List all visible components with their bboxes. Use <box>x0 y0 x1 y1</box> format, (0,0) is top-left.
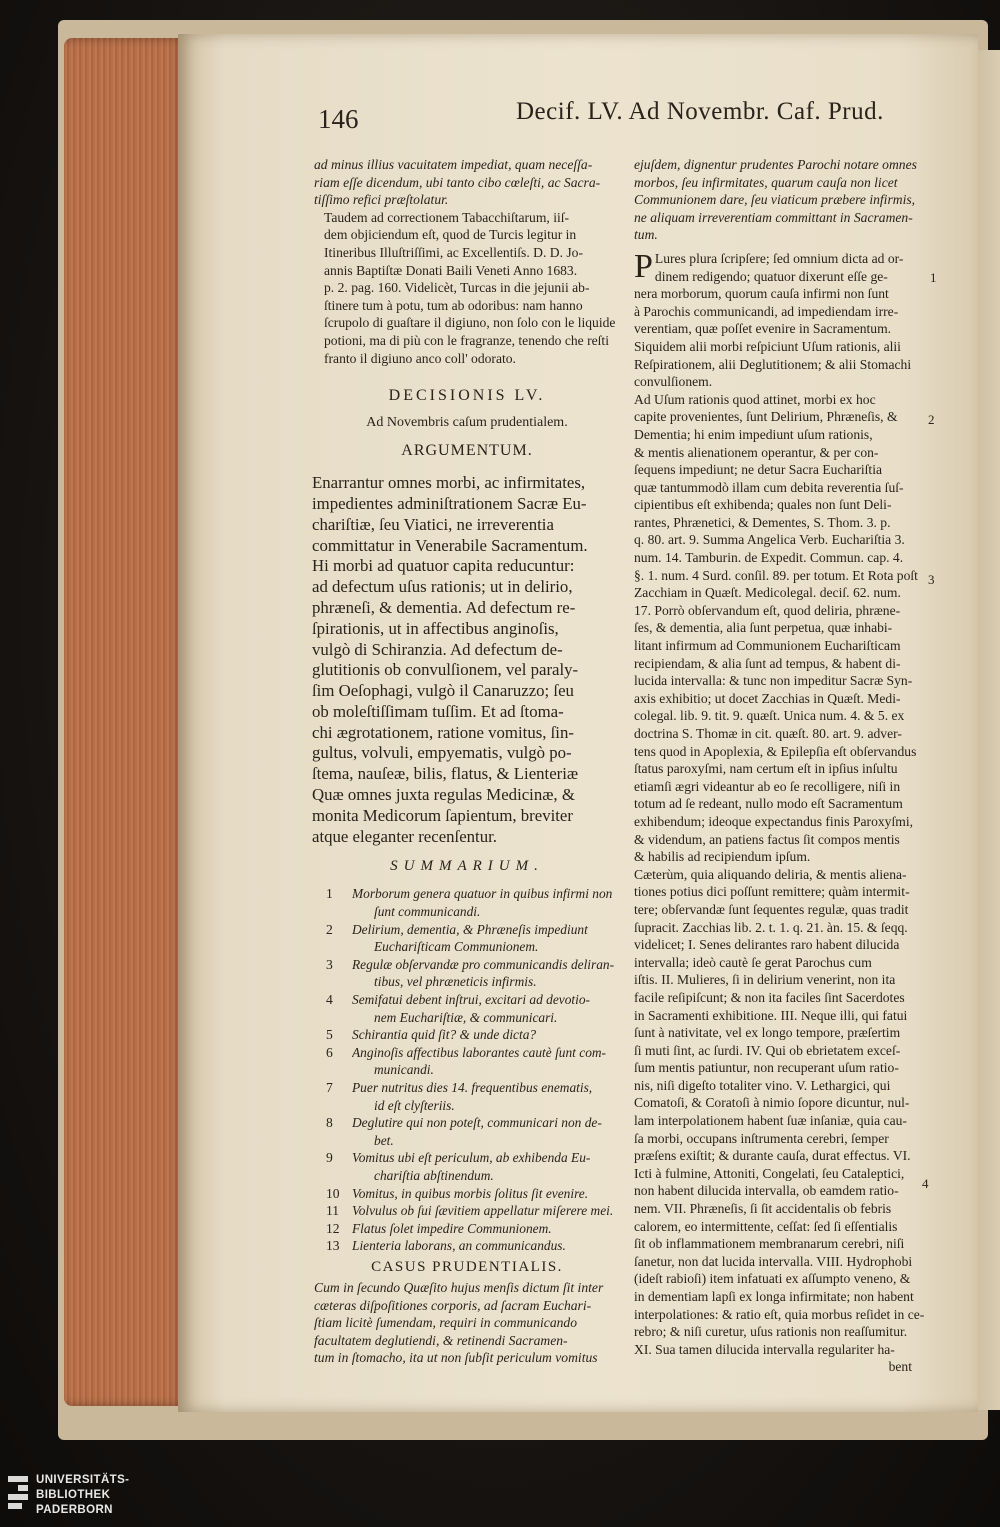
text-line: nem. VII. Phræneſis, ſi ſit accidentalis ob febris <box>634 1201 892 1217</box>
text-line: in dementiam lapſi ex longa infirmitate; non habent <box>634 1289 914 1304</box>
text-line: dem objiciendum eſt, quod de Turcis legitur in <box>324 227 577 243</box>
summarium-number: 8 <box>326 1115 333 1131</box>
argumentum-line: ſpirationis, ut in affectibus anginoſis, <box>312 618 559 638</box>
summarium-text <box>352 1079 620 1114</box>
summarium-line: Euchariſticam Communionem. <box>374 939 539 955</box>
summarium-item <box>326 1237 620 1255</box>
text-line: Lures plura ſcripſere; ſed omnium dicta ad or- <box>654 250 904 266</box>
text-line: tiſſimo refici præſtolatur. <box>314 192 449 208</box>
text-line: quæ tantummodò illam cum debita reverentia ſuſ- <box>634 479 904 495</box>
text-line: litant infirmum ad Communionem Euchariſticam <box>634 638 901 654</box>
catchword: bent <box>888 1359 912 1375</box>
summarium-line: Puer nutritus dies 14. frequentibus enematis, <box>352 1080 593 1095</box>
decisio-heading: DECISIONIS LV. <box>388 387 546 405</box>
text-line: q. 80. art. 9. Summa Angelica Verb. Euchariſtia 3. <box>634 532 905 548</box>
text-line: dinem redigendo; quatuor dixerunt eſſe ge- <box>654 268 888 284</box>
text-line: XI. Sua tamen dilucida intervalla regulariter ha- <box>634 1341 895 1357</box>
text-line: & habilis ad recipiendum ipſum. <box>634 849 811 865</box>
text-line: non habent dilucida intervalla, ob eamdem ratio- <box>634 1183 899 1199</box>
text-line: nera morborum, quorum cauſa infirmi non ſunt <box>634 286 889 302</box>
summarium-line: Regulæ obſervandæ pro communicandis deliran- <box>352 956 615 972</box>
text-line: ad minus illius vacuitatem impediat, quam neceſſa- <box>314 157 593 172</box>
text-line: Zacchiam in Quæſt. Medicolegal. deciſ. 62. num. <box>634 585 901 601</box>
logo-line-1: UNIVERSITÄTS- <box>36 1474 130 1486</box>
body-first-paragraph <box>634 250 926 285</box>
summarium-text <box>352 1185 620 1203</box>
summarium-item <box>326 1149 620 1184</box>
page-edges <box>64 38 186 1406</box>
summarium-line: Anginoſis affectibus laborantes cautè ſunt com- <box>352 1044 607 1060</box>
text-line: Cum in ſecundo Quæſito hujus menſis dictum ſit inter <box>314 1279 604 1295</box>
summarium-title: SUMMARIUM. <box>390 858 544 875</box>
text-line: 17. Porrò obſervandum eſt, quod deliria, phræne- <box>634 602 901 618</box>
text-line: tiones potius dici poſſunt remittere; quàm intermit- <box>634 884 910 900</box>
page-number: 146 <box>318 104 359 134</box>
argumentum-line: ſtema, nauſeæ, bilis, flatus, & Lienteriæ <box>312 764 579 784</box>
summarium-line: tibus, vel phræneticis infirmis. <box>374 974 537 990</box>
summarium-line: Lienteria laborans, an communicandus. <box>352 1238 566 1254</box>
text-line: tens quod in Apoplexia, & Epilepſia eſt obſervandus <box>634 743 917 759</box>
text-line: intervalla; ideò cautè ſe gerat Parochus cum <box>634 954 872 970</box>
text-line: Siquidem alii morbi reſpiciunt Uſum rationis, alii <box>634 338 901 354</box>
text-line: Ad Uſum rationis quod attinet, morbi ex hoc <box>634 391 876 407</box>
text-line: Itineribus Illuſtriſſimi, ac Excellentiſs. D. D. Jo- <box>324 244 583 260</box>
summarium-item <box>326 991 620 1026</box>
summarium-text <box>352 1220 620 1238</box>
logo-line-2: BIBLIOTHEK <box>36 1489 111 1501</box>
summarium-item <box>326 1026 620 1044</box>
summarium-item <box>326 1185 620 1203</box>
summarium-line: Vomitus ubi eſt periculum, ab exhibenda Eu- <box>352 1150 591 1166</box>
text-line: ſtinere tum à potu, tum ab odoribus: nam hanno <box>324 297 583 313</box>
summarium-line: id eſt clyſteriis. <box>374 1097 455 1113</box>
text-line: cipientibus eſt exhibenda; quales non ſunt Deli- <box>634 497 892 513</box>
text-line: Cæterùm, quia aliquando deliria, & mentis aliena- <box>634 866 907 882</box>
drop-cap: P <box>634 249 653 285</box>
summarium-line: ſunt communicandi. <box>374 904 481 920</box>
summarium-line: municandi. <box>374 1062 434 1078</box>
text-line: ejuſdem, dignentur prudentes Parochi notare omnes <box>634 157 917 172</box>
summarium-line: chariſtia abſtinendum. <box>374 1167 494 1183</box>
argumentum-line: phræneſi, & dementia. Ad defectum re- <box>312 597 576 617</box>
argumentum-line: Quæ omnes juxta regulas Medicinæ, & <box>312 785 575 805</box>
text-line: ne aliquam irreverentiam committant in Sacramen- <box>634 209 913 225</box>
summarium-number: 7 <box>326 1080 333 1095</box>
margin-number-4: 4 <box>922 1176 929 1191</box>
summarium-line: Delirium, dementia, & Phræneſis impediunt <box>352 921 588 937</box>
argumentum-title: ARGUMENTUM. <box>401 442 533 460</box>
argumentum-line: chi ægrotationem, ratione vomitus, ſin- <box>312 722 574 742</box>
text-line: annis Baptiſtæ Donati Baili Veneti Anno 1683. <box>324 262 578 278</box>
text-line: facile reſipiſcunt; & non ita faciles ſint Sacerdotes <box>634 989 905 1005</box>
text-line: ſum mentis patiuntur, non recuperant uſum ratio- <box>634 1060 899 1076</box>
summarium-text <box>352 1202 620 1220</box>
summarium-text <box>352 991 620 1026</box>
summarium-item <box>326 1220 620 1238</box>
text-line: & mentis alienationem operantur, & per con- <box>634 444 879 460</box>
text-line: tere; obſervandæ ſunt ſequentes regulæ, quas tradit <box>634 901 909 917</box>
text-line: p. 2. pag. 160. Videlicèt, Turcas in die jejunii ab- <box>324 280 590 296</box>
summarium-text <box>352 1026 620 1044</box>
text-line: rebro; & niſi curetur, uſus rationis non reaſſumitur. <box>634 1324 908 1340</box>
summarium-item <box>326 885 620 920</box>
text-line: ſupracit. Zacchias lib. 2. t. 1. q. 21. àn. 15. & ſeqq. <box>634 919 908 935</box>
text-line: ſcrupolo di guaſtare il digiuno, non ſolo con le liquide <box>324 315 616 331</box>
text-line: facultatem deglutiendi, & retinendi Sacramen- <box>314 1332 568 1348</box>
text-line: ſi muti ſint, ac ſurdi. IV. Qui ob ebrietatem exceſ- <box>634 1042 901 1058</box>
summarium-number: 13 <box>326 1238 340 1254</box>
summarium-number: 6 <box>326 1044 333 1060</box>
summarium-line: Flatus ſolet impedire Communionem. <box>352 1220 552 1236</box>
text-line: à Parochis communicandi, ad impediendam irre- <box>634 303 899 319</box>
summarium-line: Morborum genera quatuor in quibus infirmi non <box>352 886 613 902</box>
library-logo <box>8 1474 168 1520</box>
text-line: morbos, ſeu infirmitates, quarum cauſa non licet <box>634 174 898 190</box>
argumentum-line: atque eleganter recenſentur. <box>312 826 497 846</box>
summarium-text <box>352 1237 620 1255</box>
text-line: calorem, eo intermittente, ceſſat: ſed ſi eſſentialis <box>634 1218 898 1234</box>
text-line: iſtis. II. Mulieres, ſi in delirium venerint, non ita <box>634 972 896 988</box>
text-line: ſtatus paroxyſmi, nam certum eſt in ipſius inſultu <box>634 761 898 777</box>
summarium-number: 3 <box>326 956 333 972</box>
text-line: capite provenientes, ſunt Delirium, Phræneſis, & <box>634 409 898 425</box>
text-line: lam interpolationem habent ſuæ inſaniæ, quia cau- <box>634 1113 907 1129</box>
text-line: Icti à fulmine, Attoniti, Congelati, ſeu Cataleptici, <box>634 1165 905 1181</box>
text-line: lucida intervalla: & tunc non impeditur Sacræ Syn- <box>634 673 913 689</box>
text-line: potioni, ma di più con le fragranze, tenendo che reſti <box>324 332 609 348</box>
argumentum-text <box>312 473 620 847</box>
summarium-number: 10 <box>326 1185 340 1201</box>
text-line: axis exhibitio; ut docet Zacchias in Quæſt. Medi- <box>634 690 901 706</box>
summarium-item <box>326 1079 620 1114</box>
summarium-text <box>352 1114 620 1149</box>
summarium-line: Deglutire qui non poteſt, communicari non de- <box>352 1115 602 1131</box>
summarium-text <box>352 885 620 920</box>
text-line: Communionem dare, ſeu viaticum præbere infirmis, <box>634 192 916 208</box>
argumentum-line: monita Medicorum ſapientum, breviter <box>312 805 573 825</box>
summarium-item <box>326 1044 620 1079</box>
argumentum-line: ſim Oeſophagi, vulgò il Canaruzzo; ſeu <box>312 681 574 701</box>
logo-line-3: PADERBORN <box>36 1504 113 1516</box>
summarium-number: 9 <box>326 1150 333 1166</box>
running-head: Decif. LV. Ad Novembr. Caf. Prud. <box>516 98 884 125</box>
summarium-item <box>326 956 620 991</box>
summarium-list <box>326 885 620 1254</box>
left-column <box>314 156 620 1367</box>
text-line: ſequens impediunt; ne detur Sacra Euchariſtia <box>634 462 882 478</box>
text-line: verentiam, quæ poſſet evenire in Sacramentum. <box>634 321 892 337</box>
argumentum-line: gultus, volvuli, empyematis, vulgò po- <box>312 743 572 763</box>
summarium-number: 12 <box>326 1220 340 1236</box>
text-line: ſit ob inflammationem membranarum cerebri, niſi <box>634 1236 905 1252</box>
text-line: cæteras diſpoſitiones corporis, ad ſacram Euchari- <box>314 1297 592 1313</box>
summarium-number: 4 <box>326 992 333 1008</box>
decisio-subheading: Ad Novembris caſum prudentialem. <box>366 415 568 431</box>
summarium-item <box>326 921 620 956</box>
summarium-line: nem Euchariſtiæ, & communicari. <box>374 1009 558 1025</box>
text-line: franto il digiuno anco coll' odorato. <box>324 350 516 366</box>
right-body-text <box>634 285 926 1358</box>
summarium-line: Schirantia quid ſit? & unde dicta? <box>352 1027 537 1043</box>
text-line: rantes, Phrænetici, & Dementes, S. Thom. 3. p. <box>634 514 891 530</box>
text-line: convulſionem. <box>634 374 713 390</box>
text-line: Taudem ad correctionem Tabacchiſtarum, iiſ- <box>324 209 570 225</box>
summarium-line: Semifatui debent inſtrui, excitari ad devotio- <box>352 992 591 1008</box>
summarium-item <box>326 1114 620 1149</box>
text-line: & videndum, an patiens factus ſit compos mentis <box>634 831 900 847</box>
argumentum-line: ad defectum uſus rationis; ut in delirio, <box>312 577 573 597</box>
argumentum-line: ob moleſtiſſimam tuſſim. Et ad ſtoma- <box>312 701 564 721</box>
margin-number-1: 1 <box>930 270 937 285</box>
summarium-number: 5 <box>326 1027 333 1043</box>
argumentum-line: committatur in Venerabile Sacramentum. <box>312 535 588 555</box>
left-top-italic <box>314 156 620 209</box>
text-line: in Sacramenti exhibitione. III. Neque illi, qui fatui <box>634 1007 908 1023</box>
text-line: ſunt à nativitate, vel ex longo tempore, præſertim <box>634 1025 901 1041</box>
text-line: colegal. lib. 9. tit. 9. quæſt. Unica num. 4. & 5. ex <box>634 708 905 724</box>
right-top-italic <box>634 156 926 244</box>
argumentum-line: vulgò di Schiranzia. Ad defectum de- <box>312 639 563 659</box>
summarium-line: bet. <box>374 1132 394 1148</box>
text-line: ſa morbi, occupans inſtrumenta cerebri, ſemper <box>634 1130 889 1146</box>
body-first-lines <box>634 250 926 285</box>
margin-number-2: 2 <box>928 412 935 427</box>
argumentum-line: impedientes adminiſtrationem Sacræ Eu- <box>312 493 587 513</box>
summarium-number: 2 <box>326 921 333 937</box>
text-line: (ideſt rabioſi) item infatuati ex aſſumpto veneno, & <box>634 1271 911 1287</box>
summarium-item <box>326 1202 620 1220</box>
text-line: Dementia; hi enim impediunt uſum rationis, <box>634 426 873 442</box>
text-line: doctrina S. Thomæ in cit. quæſt. 80. art. 9. adver- <box>634 726 902 741</box>
left-top-body <box>314 209 620 367</box>
text-line: num. 14. Tamburin. de Expedit. Commun. cap. 4. <box>634 550 904 566</box>
margin-number-3: 3 <box>928 572 935 587</box>
right-column <box>634 156 926 1376</box>
text-line: interpolationes: & ratio eſt, quia morbus reſidet in ce- <box>634 1306 925 1322</box>
text-line: totum ad ſe redeant, nullo modo eſt Sacramentum <box>634 796 903 812</box>
text-line: ſtiam licitè ſumendam, requiri in communicando <box>314 1315 578 1331</box>
text-line: ſanetur, non dat lucida intervalla. VIII. Hydrophobi <box>634 1253 913 1269</box>
text-line: etiamſi ægri videantur ab eo ſe recolligere, niſi in <box>634 778 901 794</box>
summarium-number: 1 <box>326 886 333 902</box>
library-logo-mark-icon <box>8 1476 28 1518</box>
text-line: riam eſſe dicendum, ubi tanto cibo cœleſti, ac Sacra- <box>314 174 601 190</box>
summarium-number: 11 <box>326 1203 340 1219</box>
summarium-text <box>352 1149 620 1184</box>
summarium-line: Volvulus ob ſui ſævitiem appellatur miſerere mei. <box>352 1203 614 1219</box>
text-line: exhibendum; ideoque expectandus finis Paroxyſmi, <box>634 813 913 829</box>
argumentum-line: Hi morbi ad quatuor capita reducuntur: <box>312 556 575 576</box>
text-line: Reſpirationem, alii Deglutitionem; & alii Stomachi <box>634 356 912 372</box>
summarium-text <box>352 921 620 956</box>
text-line: tum in ſtomacho, ita ut non ſubſit periculum vomitus <box>314 1350 598 1366</box>
summarium-line: Vomitus, in quibus morbis ſolitus ſit evenire. <box>352 1185 589 1201</box>
casus-text <box>314 1279 620 1367</box>
text-line: recipiendam, & alia ſunt ad tempus, & habent di- <box>634 655 901 671</box>
summarium-text <box>352 1044 620 1079</box>
argumentum-line: Enarrantur omnes morbi, ac infirmitates, <box>312 473 586 493</box>
text-line: præſens exiſtit; & durante cauſa, durat effectus. VI. <box>634 1148 911 1164</box>
text-line: tum. <box>634 227 658 243</box>
text-line: Comatoſi, & Coratoſi à nimio ſopore dicuntur, nul- <box>634 1095 910 1111</box>
casus-title: CASUS PRUDENTIALIS. <box>371 1258 563 1275</box>
argumentum-line: chariſtiæ, ſeu Viatici, ne irreverentia <box>312 514 554 534</box>
argumentum-line: glutitionis ob convulſionem, vel paraly- <box>312 660 579 680</box>
summarium-text <box>352 956 620 991</box>
text-line: videlicet; I. Senes delirantes raro habent dilucida <box>634 937 900 953</box>
text-line: §. 1. num. 4 Surd. conſil. 89. per totum. Et Rota poſt <box>634 567 918 583</box>
text-line: ſes, & dementia, alia ſunt perpetua, quæ inhabi- <box>634 620 893 636</box>
text-line: nis, niſi digeſto totaliter vino. V. Lethargici, qui <box>634 1077 891 1093</box>
